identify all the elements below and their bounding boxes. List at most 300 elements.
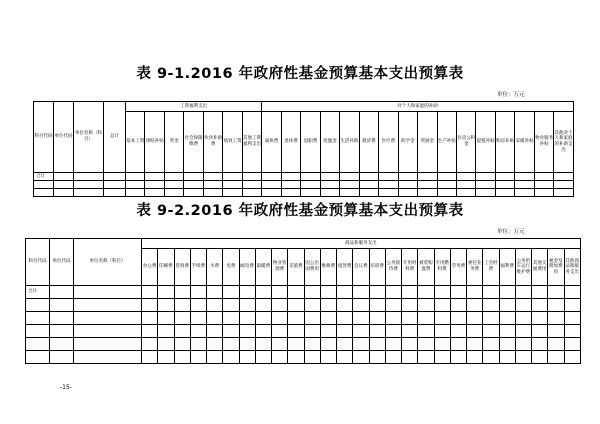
- table-cell: [532, 325, 548, 338]
- table-cell: [164, 189, 183, 197]
- column-header: 绩效工资: [223, 112, 242, 173]
- column-header: 税金及附加费用: [548, 249, 564, 286]
- table-cell: [564, 312, 580, 325]
- table-cell: [534, 173, 553, 181]
- table-cell: [304, 338, 320, 351]
- column-header: 维修费: [320, 249, 336, 286]
- table-cell: [74, 351, 142, 364]
- table-cell: [548, 338, 564, 351]
- table-cell: [50, 351, 74, 364]
- table-cell: [548, 351, 564, 364]
- table-cell: [74, 173, 104, 181]
- column-header: 物业服务补贴: [534, 112, 553, 173]
- table-cell: [515, 325, 531, 338]
- table-cell: [239, 312, 255, 325]
- table-cell: [483, 299, 499, 312]
- table-cell: [385, 338, 401, 351]
- table-cell: [207, 338, 223, 351]
- table-cell: [26, 325, 50, 338]
- table-cell: [337, 312, 353, 325]
- table-cell: [379, 173, 398, 181]
- table-cell: [554, 173, 573, 181]
- table2: [25, 238, 581, 364]
- table-cell: [320, 189, 339, 197]
- column-header: 水费: [207, 249, 223, 286]
- table-cell: [288, 312, 304, 325]
- table-cell: [174, 338, 190, 351]
- table-cell: [223, 286, 239, 299]
- table-cell: [548, 299, 564, 312]
- table-row: [34, 181, 574, 189]
- table-cell: [450, 325, 466, 338]
- column-header: 津贴补贴: [145, 112, 164, 173]
- table-cell: [359, 173, 378, 181]
- table-cell: [145, 181, 164, 189]
- table-cell: [304, 351, 320, 364]
- column-header: 因公出国费用: [304, 249, 320, 286]
- table-cell: [174, 325, 190, 338]
- table1: [33, 101, 574, 197]
- table-cell: [483, 286, 499, 299]
- table-cell: [418, 338, 434, 351]
- table-cell: [385, 312, 401, 325]
- table-cell: [564, 286, 580, 299]
- table-cell: [418, 351, 434, 364]
- table-cell: [255, 299, 271, 312]
- table-row: [26, 338, 581, 351]
- table-cell: [467, 338, 483, 351]
- table-cell: [223, 351, 239, 364]
- table-cell: [467, 325, 483, 338]
- header-unit-code: 单位代码: [54, 102, 74, 173]
- table-cell: [26, 299, 50, 312]
- column-header: 取暖费: [255, 249, 271, 286]
- table1-title: 表 9-1.2016 年政府性基金预算基本支出预算表: [136, 66, 464, 82]
- column-header: 差旅费: [288, 249, 304, 286]
- table-cell: [353, 338, 369, 351]
- column-header: 福利费: [499, 249, 515, 286]
- table-cell: [74, 299, 142, 312]
- table-cell: [418, 325, 434, 338]
- table-cell: [158, 312, 174, 325]
- header-unit-name: 单位名称（科目）: [74, 102, 104, 173]
- table-cell: [223, 173, 242, 181]
- table-cell: [467, 312, 483, 325]
- table-cell: [190, 351, 206, 364]
- table-cell: [239, 338, 255, 351]
- table-cell: [142, 312, 158, 325]
- table-cell: [369, 351, 385, 364]
- table-cell: [239, 286, 255, 299]
- table-cell: [26, 351, 50, 364]
- table-cell: [304, 325, 320, 338]
- table-cell: [145, 189, 164, 197]
- table-cell: [288, 338, 304, 351]
- table-cell: [515, 189, 534, 197]
- header-subject-code: 科目代码: [34, 102, 54, 173]
- table-cell: [74, 181, 104, 189]
- table-cell: [434, 286, 450, 299]
- table-cell: [437, 189, 456, 197]
- table-cell: [499, 312, 515, 325]
- column-header: 办公费: [142, 249, 158, 286]
- column-header: 委托业务费: [467, 249, 483, 286]
- table-cell: [142, 299, 158, 312]
- column-header: 医疗费: [379, 112, 398, 173]
- table-cell: [223, 299, 239, 312]
- table-cell: [190, 325, 206, 338]
- table-cell: [223, 181, 242, 189]
- table-cell: [142, 286, 158, 299]
- table-cell: [369, 325, 385, 338]
- table-cell: [142, 351, 158, 364]
- total-label: 合计: [26, 286, 50, 299]
- table-cell: [272, 286, 288, 299]
- table-cell: [207, 351, 223, 364]
- column-header: 社会保障缴费: [184, 112, 203, 173]
- table-cell: [239, 325, 255, 338]
- column-header: 电费: [223, 249, 239, 286]
- table-cell: [142, 338, 158, 351]
- table-cell: [164, 181, 183, 189]
- table-cell: [476, 189, 495, 197]
- table-cell: [203, 181, 222, 189]
- table-cell: [467, 299, 483, 312]
- table-cell: [418, 181, 437, 189]
- table-cell: [564, 325, 580, 338]
- column-header: 工会经费: [483, 249, 499, 286]
- column-header: 退休费: [281, 112, 300, 173]
- table-cell: [223, 325, 239, 338]
- table-cell: [385, 351, 401, 364]
- table-cell: [353, 299, 369, 312]
- column-header: 奖金: [164, 112, 183, 173]
- table-cell: [223, 338, 239, 351]
- table-cell: [158, 286, 174, 299]
- table-cell: [281, 189, 300, 197]
- table-cell: [515, 286, 531, 299]
- column-header: 提租补贴: [476, 112, 495, 173]
- table-cell: [272, 338, 288, 351]
- table-cell: [272, 351, 288, 364]
- column-header: 住房公积金: [456, 112, 475, 173]
- table-cell: [418, 189, 437, 197]
- header-unit-code: 单位代码: [50, 239, 74, 286]
- table2-title: 表 9-2.2016 年政府性基金预算基本支出预算表: [136, 203, 464, 219]
- table-cell: [304, 286, 320, 299]
- table-cell: [262, 181, 281, 189]
- table-cell: [301, 181, 320, 189]
- header-group-personal: 对个人和家庭的补助: [262, 102, 574, 112]
- table-cell: [379, 181, 398, 189]
- table-cell: [495, 173, 514, 181]
- table-cell: [34, 181, 54, 189]
- table-cell: [369, 299, 385, 312]
- table-cell: [281, 181, 300, 189]
- table-cell: [242, 173, 261, 181]
- table-cell: [320, 338, 336, 351]
- table-cell: [467, 286, 483, 299]
- table-cell: [126, 189, 145, 197]
- table-row: [26, 325, 581, 338]
- table-cell: [174, 299, 190, 312]
- table-cell: [532, 286, 548, 299]
- table-cell: [272, 312, 288, 325]
- table-cell: [288, 325, 304, 338]
- column-header: 采暖补贴: [515, 112, 534, 173]
- table-cell: [398, 181, 417, 189]
- table-cell: [207, 312, 223, 325]
- table-cell: [450, 338, 466, 351]
- table-cell: [288, 299, 304, 312]
- table-cell: [184, 173, 203, 181]
- table-cell: [304, 312, 320, 325]
- table-cell: [320, 312, 336, 325]
- table-cell: [203, 173, 222, 181]
- table-cell: [532, 351, 548, 364]
- table-row: [34, 189, 574, 197]
- table-cell: [398, 173, 417, 181]
- table-cell: [499, 286, 515, 299]
- table-cell: [483, 338, 499, 351]
- table-cell: [158, 351, 174, 364]
- table-cell: [184, 181, 203, 189]
- table-cell: [255, 351, 271, 364]
- table-cell: [320, 351, 336, 364]
- table-cell: [288, 351, 304, 364]
- table1-unit: 单位：万元: [497, 92, 525, 98]
- table-cell: [353, 312, 369, 325]
- table-cell: [483, 351, 499, 364]
- table-cell: [50, 286, 74, 299]
- table-cell: [385, 325, 401, 338]
- table-cell: [369, 286, 385, 299]
- table-cell: [223, 189, 242, 197]
- column-header: 助学金: [398, 112, 417, 173]
- column-header: 购房补贴: [495, 112, 514, 173]
- table-cell: [288, 286, 304, 299]
- column-header: 劳务费: [450, 249, 466, 286]
- table-cell: [145, 173, 164, 181]
- table-cell: [337, 286, 353, 299]
- column-header: 手续费: [190, 249, 206, 286]
- table-cell: [74, 325, 142, 338]
- table-cell: [207, 286, 223, 299]
- table-cell: [476, 181, 495, 189]
- table-cell: [418, 286, 434, 299]
- table-cell: [548, 312, 564, 325]
- table-cell: [434, 325, 450, 338]
- table-cell: [242, 189, 261, 197]
- table-cell: [359, 181, 378, 189]
- table-cell: [337, 351, 353, 364]
- table-cell: [402, 325, 418, 338]
- table-cell: [340, 181, 359, 189]
- column-header: 生产补贴: [437, 112, 456, 173]
- table-cell: [242, 181, 261, 189]
- header-total: 总计: [104, 102, 126, 173]
- table-cell: [337, 325, 353, 338]
- table-cell: [255, 338, 271, 351]
- table-cell: [337, 338, 353, 351]
- table-cell: [239, 351, 255, 364]
- column-header: 物业管理费: [272, 249, 288, 286]
- table-cell: [515, 351, 531, 364]
- table-cell: [320, 286, 336, 299]
- table-cell: [190, 299, 206, 312]
- column-header: 退职费: [301, 112, 320, 173]
- column-header: 离休费: [262, 112, 281, 173]
- table-cell: [174, 312, 190, 325]
- column-header: 邮电费: [239, 249, 255, 286]
- table-cell: [26, 338, 50, 351]
- table-cell: [564, 299, 580, 312]
- table-cell: [34, 189, 54, 197]
- column-header: 公务接待费: [385, 249, 401, 286]
- table-cell: [499, 299, 515, 312]
- table-cell: [418, 312, 434, 325]
- table-cell: [554, 189, 573, 197]
- table-cell: [402, 286, 418, 299]
- table-cell: [50, 299, 74, 312]
- column-header: 被装购置费: [418, 249, 434, 286]
- table-cell: [301, 189, 320, 197]
- table-cell: [255, 312, 271, 325]
- table-cell: [104, 173, 126, 181]
- table-cell: [456, 181, 475, 189]
- table-cell: [158, 299, 174, 312]
- table-cell: [495, 181, 514, 189]
- table-cell: [190, 286, 206, 299]
- column-header: 专用燃料费: [434, 249, 450, 286]
- table-cell: [476, 173, 495, 181]
- table-cell: [54, 181, 74, 189]
- column-header: 专用材料费: [402, 249, 418, 286]
- table-cell: [402, 351, 418, 364]
- table-cell: [402, 338, 418, 351]
- table-cell: [74, 312, 142, 325]
- table-cell: [320, 173, 339, 181]
- table-row: [26, 286, 581, 299]
- table-row: [26, 299, 581, 312]
- table-cell: [340, 189, 359, 197]
- table-cell: [158, 338, 174, 351]
- table-cell: [50, 312, 74, 325]
- table-cell: [402, 312, 418, 325]
- column-header: 会议费: [353, 249, 369, 286]
- total-label: 合计: [34, 173, 54, 181]
- table-cell: [353, 286, 369, 299]
- table-cell: [320, 181, 339, 189]
- header-group-salary: 工资福利支出: [126, 102, 262, 112]
- column-header: 伙食补助费: [203, 112, 222, 173]
- table-cell: [74, 338, 142, 351]
- table-cell: [184, 189, 203, 197]
- column-header: 抚恤金: [320, 112, 339, 173]
- table-cell: [190, 312, 206, 325]
- table-cell: [515, 299, 531, 312]
- table-cell: [467, 351, 483, 364]
- table-cell: [515, 338, 531, 351]
- table-cell: [369, 312, 385, 325]
- table-cell: [532, 299, 548, 312]
- table-cell: [398, 189, 417, 197]
- table-cell: [207, 299, 223, 312]
- column-header: 培训费: [369, 249, 385, 286]
- page-number: -15-: [60, 384, 72, 391]
- table-cell: [548, 325, 564, 338]
- table-cell: [223, 312, 239, 325]
- table-cell: [174, 351, 190, 364]
- column-header: 救济费: [359, 112, 378, 173]
- table-cell: [548, 286, 564, 299]
- table-cell: [483, 325, 499, 338]
- table-cell: [190, 338, 206, 351]
- table-cell: [437, 181, 456, 189]
- table-row: [26, 351, 581, 364]
- table-cell: [437, 173, 456, 181]
- table-cell: [255, 325, 271, 338]
- column-header: 其他交通费用: [532, 249, 548, 286]
- table-cell: [434, 351, 450, 364]
- table-cell: [434, 299, 450, 312]
- table-cell: [385, 286, 401, 299]
- table-cell: [532, 312, 548, 325]
- table-cell: [54, 189, 74, 197]
- header-unit-name: 单位名称（科目）: [74, 239, 142, 286]
- table-cell: [515, 181, 534, 189]
- column-header: 其他工资福利支出: [242, 112, 261, 173]
- table-cell: [320, 325, 336, 338]
- table-cell: [456, 173, 475, 181]
- table-row: [26, 312, 581, 325]
- table-cell: [418, 299, 434, 312]
- table-cell: [483, 312, 499, 325]
- column-header: 基本工资: [126, 112, 145, 173]
- table-cell: [564, 338, 580, 351]
- table-cell: [532, 338, 548, 351]
- table-cell: [104, 181, 126, 189]
- table-cell: [174, 286, 190, 299]
- table-cell: [340, 173, 359, 181]
- table-cell: [402, 299, 418, 312]
- table2-unit: 单位：万元: [497, 229, 525, 235]
- table-cell: [74, 286, 142, 299]
- table-cell: [515, 173, 534, 181]
- table-cell: [207, 325, 223, 338]
- column-header: 奖励金: [418, 112, 437, 173]
- table-cell: [450, 312, 466, 325]
- table-cell: [515, 312, 531, 325]
- table-cell: [26, 312, 50, 325]
- table-cell: [301, 173, 320, 181]
- table-cell: [50, 338, 74, 351]
- column-header: 印刷费: [158, 249, 174, 286]
- column-header: 其他商品和服务支出: [564, 249, 580, 286]
- table-cell: [54, 173, 74, 181]
- table-cell: [262, 189, 281, 197]
- table-cell: [456, 189, 475, 197]
- table-cell: [272, 325, 288, 338]
- column-header: 公务用车运行维护费: [515, 249, 531, 286]
- table-cell: [534, 189, 553, 197]
- table-cell: [142, 325, 158, 338]
- table-cell: [262, 173, 281, 181]
- column-header: 咨询费: [174, 249, 190, 286]
- table-cell: [304, 299, 320, 312]
- header-group-goods: 商品和服务支出: [142, 239, 581, 249]
- table-cell: [353, 351, 369, 364]
